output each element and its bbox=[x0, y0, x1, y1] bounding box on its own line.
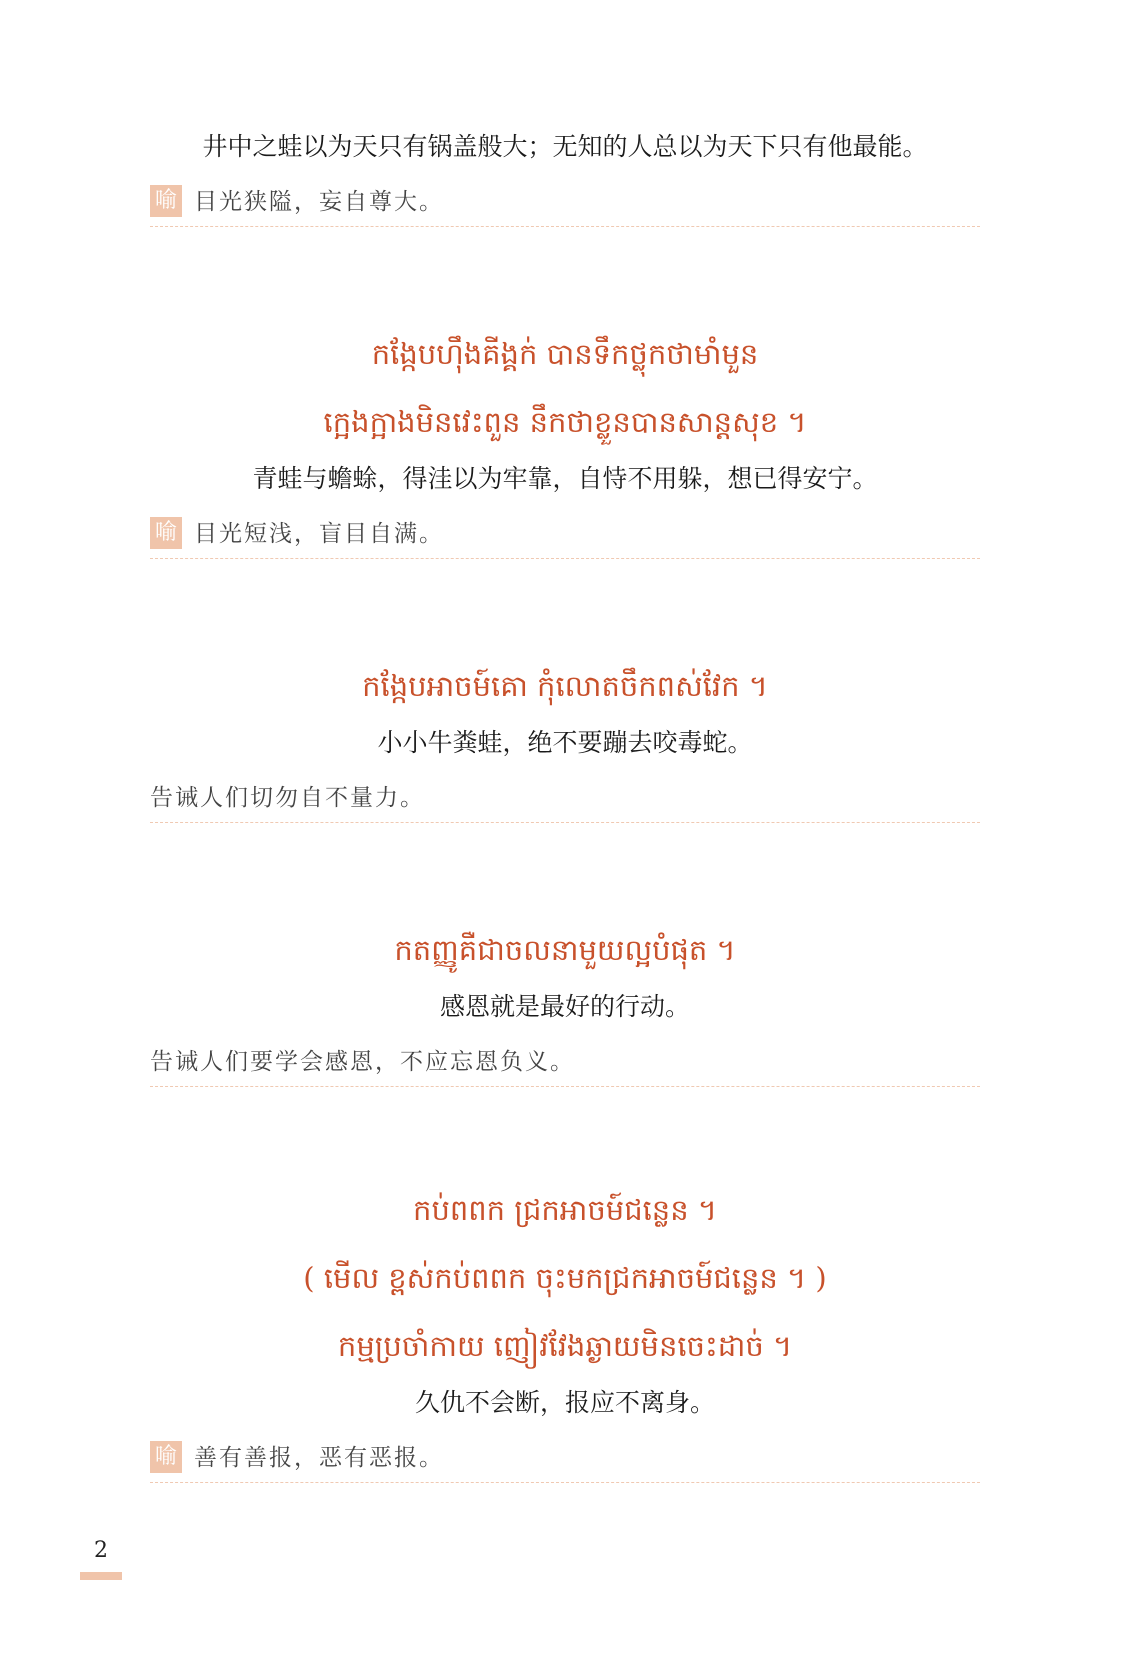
khmer-proverb-line: ( មើល ខ្ពស់កប់ពពក ចុះមកជ្រកអាចម៍ជន្លេន ។ ) bbox=[303, 1261, 827, 1295]
chinese-translation: 青蛙与蟾蜍，得洼以为牢靠，自恃不用躲，想已得安宁。 bbox=[252, 464, 878, 493]
chinese-translation: 小小牛粪蛙，绝不要蹦去咬毒蛇。 bbox=[377, 728, 753, 757]
proverb-note bbox=[150, 776, 980, 820]
note-text: 告诫人们要学会感恩，不应忘恩负义。 bbox=[150, 1049, 575, 1075]
proverb-entry bbox=[150, 320, 980, 559]
metaphor-badge: 喻 bbox=[150, 185, 182, 217]
page-number: 2 bbox=[94, 1538, 108, 1563]
chinese-translation: 久仇不会断，报应不离身。 bbox=[414, 1388, 715, 1417]
khmer-proverb-line: កម្មប្រចាំកាយ ញៀវវែងឆ្ងាយមិនចេះដាច់ ។ bbox=[337, 1329, 793, 1363]
dashed-divider bbox=[150, 1482, 980, 1483]
khmer-proverb-line: កង្កែបអាចម៍គោ កុំលោតចឹកពស់វែក ។ bbox=[362, 669, 768, 703]
proverb-note bbox=[150, 512, 980, 556]
chinese-translation: 感恩就是最好的行动。 bbox=[439, 992, 690, 1021]
metaphor-badge: 喻 bbox=[150, 517, 182, 549]
dashed-divider bbox=[150, 226, 980, 227]
note-text: 善有善报，恶有恶报。 bbox=[194, 1445, 444, 1471]
note-text: 告诫人们切勿自不量力。 bbox=[150, 785, 425, 811]
dashed-divider bbox=[150, 822, 980, 823]
proverb-entry bbox=[150, 916, 980, 1087]
dashed-divider bbox=[150, 558, 980, 559]
proverb-note bbox=[150, 1040, 980, 1084]
proverb-entry bbox=[150, 1176, 980, 1483]
khmer-proverb-line: ក្អេងក្អាងមិនវេះពួន នឹកថាខ្លួនបានសាន្តសុខ ។ bbox=[323, 405, 807, 439]
proverb-note bbox=[150, 180, 980, 224]
khmer-proverb-line: កតញ្ញូគឺជាចលនាមួយល្អបំផុត ។ bbox=[394, 933, 736, 967]
dashed-divider bbox=[150, 1086, 980, 1087]
proverb-note bbox=[150, 1436, 980, 1480]
metaphor-badge: 喻 bbox=[150, 1441, 182, 1473]
khmer-proverb-line: កង្កែបហ៊ឹងគីង្គក់ បានទឹកថ្លុកថាមាំមួន bbox=[371, 337, 759, 371]
chinese-translation: 井中之蛙以为天只有锅盖般大；无知的人总以为天下只有他最能。 bbox=[202, 132, 928, 161]
note-text: 目光狭隘，妄自尊大。 bbox=[194, 189, 444, 215]
page-number-accent-bar bbox=[80, 1572, 122, 1580]
proverb-entry bbox=[150, 652, 980, 823]
note-text: 目光短浅，盲目自满。 bbox=[194, 521, 444, 547]
proverb-entry bbox=[150, 124, 980, 227]
khmer-proverb-line: កប់ពពក ជ្រកអាចម៍ជន្លេន ។ bbox=[413, 1193, 717, 1227]
